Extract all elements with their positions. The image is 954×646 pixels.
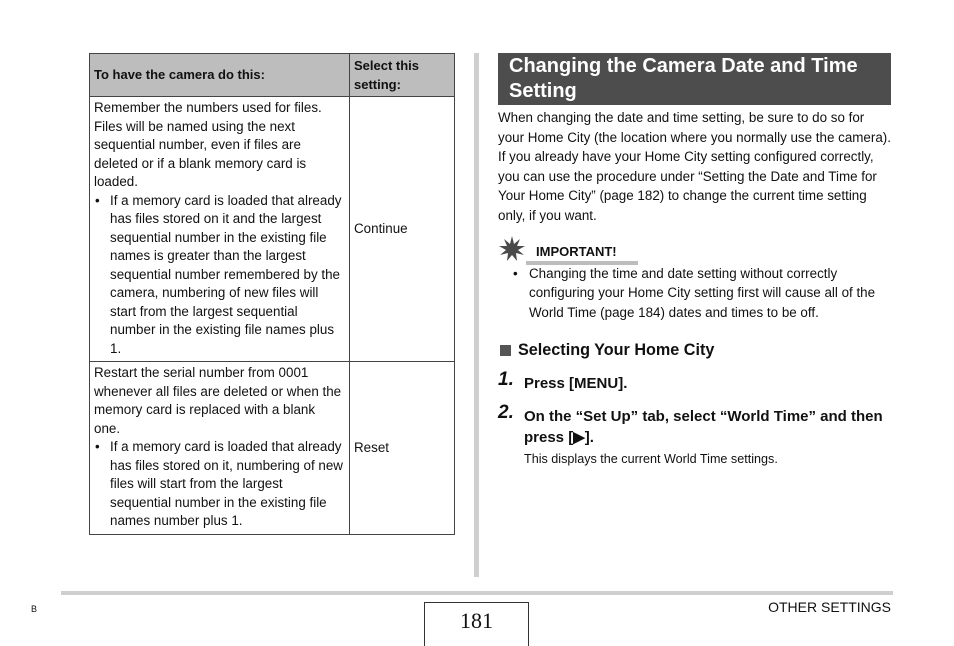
important-label: IMPORTANT! — [536, 243, 617, 259]
section-intro: When changing the date and time setting, be sure to do so for your Home City (the location where you normally use the camera). If you already have your Home City setting configured correctly, you can use the procedure under “Setting the Date and Time for Your Home City” (page 182) to change the current time setting only, if you want. — [498, 110, 891, 223]
column-divider — [474, 53, 479, 577]
table-cell-setting: Continue — [350, 97, 455, 362]
row-bullets — [94, 192, 344, 359]
square-bullet-icon — [500, 345, 511, 356]
section-title: Changing the Camera Date and Time Setting — [498, 53, 891, 105]
table-row — [90, 97, 455, 362]
step-text: On the “Set Up” tab, select “World Time” and then press [▶]. — [524, 408, 883, 447]
footer-rule — [61, 591, 893, 595]
table-header-action: To have the camera do this: — [90, 54, 350, 97]
important-callout — [498, 244, 891, 266]
page-number: 181 — [424, 602, 529, 646]
important-burst-icon — [499, 236, 525, 262]
step-2 — [498, 402, 891, 448]
table-header-setting: Select this setting: — [350, 54, 455, 97]
right-column — [498, 53, 891, 468]
table-cell-setting: Reset — [350, 362, 455, 535]
important-list — [498, 264, 891, 323]
subheading-text: Selecting Your Home City — [518, 341, 715, 360]
row-description: Remember the numbers used for files. Files will be named using the next sequential number, even if files are deleted or if a blank memory card is loaded. — [94, 100, 322, 189]
table-cell-description — [90, 362, 350, 535]
row-bullet: • If a memory card is loaded that already has files stored on it, numbering of new files will start from the largest sequential number in the existing file names number plus 1. — [110, 438, 344, 531]
subheading — [498, 340, 891, 360]
row-bullets — [94, 438, 344, 531]
important-item: • Changing the time and date setting without correctly configuring your Home City setting first will cause all of the World Time (page 184) dates and times to be off. — [529, 264, 891, 323]
step-number: 2. — [498, 402, 514, 424]
footer-mark: B — [31, 604, 38, 614]
row-bullet: • If a memory card is loaded that already has files stored on it and the largest sequential number in the existing file names is greater than the largest sequential number remembered by the camera, numbering of new files will start from the largest sequential number in the existing file names plus 1. — [110, 192, 344, 359]
row-description: Restart the serial number from 0001 whenever all files are deleted or when the memory card is replaced with a blank one. — [94, 365, 342, 436]
step-note: This displays the current World Time settings. — [524, 452, 778, 467]
step-1 — [498, 369, 891, 394]
settings-table — [89, 53, 455, 535]
step-number: 1. — [498, 369, 514, 391]
table-row — [90, 362, 455, 535]
step-text: Press [MENU]. — [524, 375, 628, 393]
table-header-row — [90, 54, 455, 97]
footer-section-name: OTHER SETTINGS — [768, 599, 891, 615]
table-cell-description — [90, 97, 350, 362]
